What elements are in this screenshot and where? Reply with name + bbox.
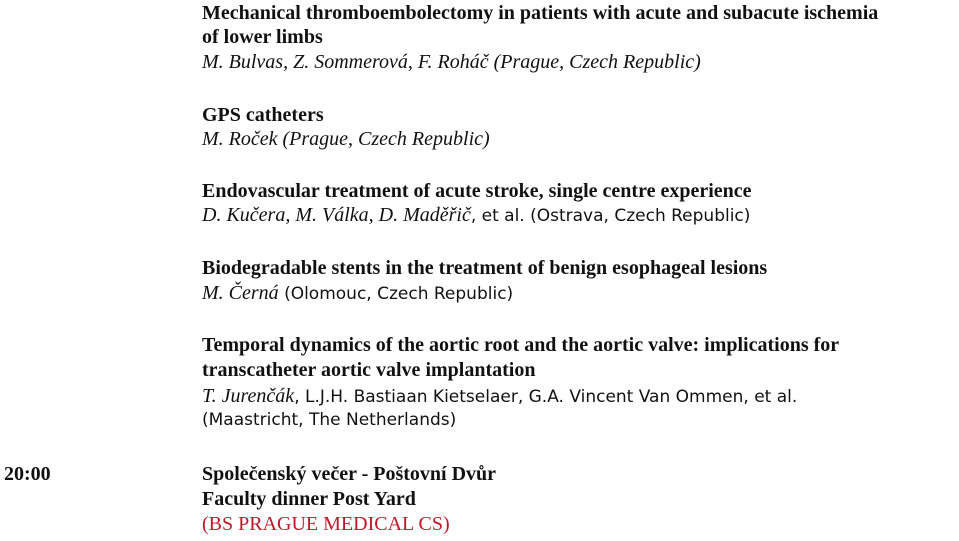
talk-3-authors-affiliation: , et al. (Ostrava, Czech Republic) xyxy=(470,206,751,226)
talk-5-authors-names: T. Jurenčák xyxy=(202,385,295,407)
talk-1-title-line-1: Mechanical thromboembolectomy in patients with acute and subacute ischemia xyxy=(202,2,879,24)
talk-5-authors xyxy=(202,386,797,406)
talk-4-authors xyxy=(202,283,513,303)
talk-3-title: Endovascular treatment of acute stroke, single centre experience xyxy=(202,180,752,202)
event-time: 20:00 xyxy=(4,463,51,485)
talk-1-authors: M. Bulvas, Z. Sommerová, F. Roháč (Prague, Czech Republic) xyxy=(202,51,701,73)
talk-2-title: GPS catheters xyxy=(202,104,324,126)
event-subtitle: Faculty dinner Post Yard xyxy=(202,488,416,510)
talk-4-authors-names: M. Černá xyxy=(202,282,279,304)
talk-5-title-line-1: Temporal dynamics of the aortic root and the aortic valve: implications for xyxy=(202,334,840,356)
talk-2-authors: M. Roček (Prague, Czech Republic) xyxy=(202,128,490,150)
talk-5-title-line-2: transcatheter aortic valve implantation xyxy=(202,359,536,381)
event-sponsor: (BS PRAGUE MEDICAL CS) xyxy=(202,513,450,535)
talk-4-title: Biodegradable stents in the treatment of benign esophageal lesions xyxy=(202,257,768,279)
talk-5-authors-rest: , L.J.H. Bastiaan Kietselaer, G.A. Vincent Van Ommen, et al. xyxy=(294,387,798,407)
talk-4-authors-affiliation: (Olomouc, Czech Republic) xyxy=(278,284,514,304)
talk-1-title-line-2: of lower limbs xyxy=(202,26,323,48)
event-title: Společenský večer - Poštovní Dvůr xyxy=(202,463,497,485)
talk-5-affiliation: (Maastricht, The Netherlands) xyxy=(202,410,457,430)
talk-3-authors-names: D. Kučera, M. Válka, D. Maděřič xyxy=(202,204,471,226)
talk-3-authors xyxy=(202,205,750,225)
